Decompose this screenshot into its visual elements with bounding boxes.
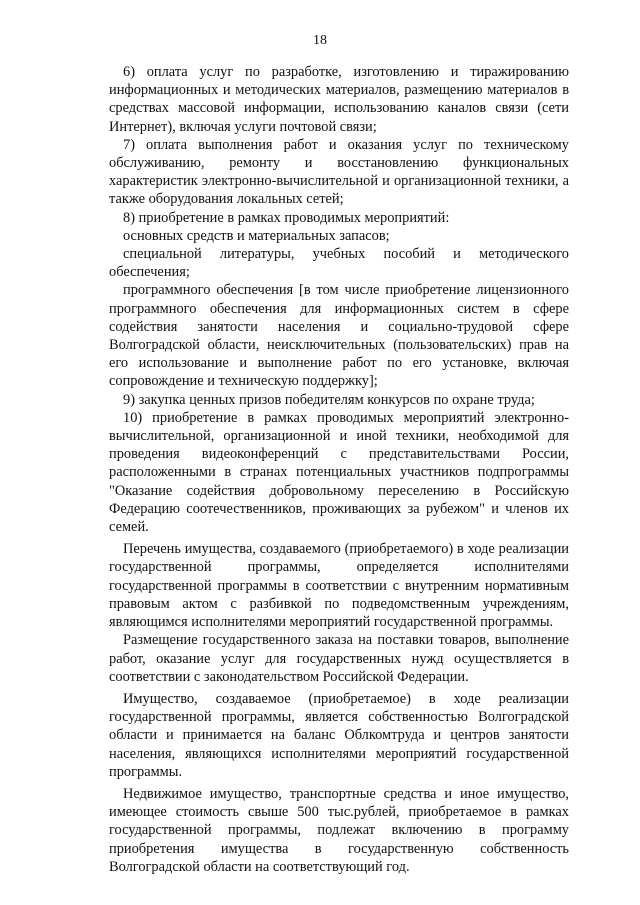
paragraph-item-10: 10) приобретение в рамках проводимых мероприятий электронно-вычислительной, организационной и иной техники, необходимой для проведения видеоконференций с представительствами России, расположенными в странах потенциальных участников подпрограммы "Оказание содействия добровольному переселению в Российскую Федерацию соотечественников, проживающих за рубежом" и членов их семей. [109, 409, 569, 536]
paragraph-real-estate: Недвижимое имущество, транспортные средства и иное имущество, имеющее стоимость свыше 500 тыс.рублей, приобретаемое в рамках государственной программы, подлежат включению в программу приобретения имущества в государственную собственность Волгоградской области на соответствующий год. [109, 785, 569, 875]
paragraph-item-6: 6) оплата услуг по разработке, изготовлению и тиражированию информационных и методических материалов, размещению материалов в средствах массовой информации, использованию каналов связи (сети Интернет), включая услуги почтовой связи; [109, 64, 569, 135]
document-body [109, 63, 569, 876]
paragraph-item-8-software: программного обеспечения [в том числе приобретение лицензионного программного обеспечения для информационных систем в сфере содействия занятости населения и социально-трудовой сфере Волгоградской области, неисключительных (пользовательских) прав на его использование и выполнение работ по его установке, включая сопровождение и техническую поддержку]; [109, 282, 569, 390]
paragraph-item-9: 9) закупка ценных призов победителям конкурсов по охране труда; [123, 391, 535, 408]
paragraph-property-list: Перечень имущества, создаваемого (приобретаемого) в ходе реализации государственной программы, определяется исполнителями государственной программы в соответствии с внутренним нормативным правовым актом с разбивкой по подведомственным учреждениям, являющимся исполнителями мероприятий государственной программы. [109, 541, 569, 631]
paragraph-item-8-fixed-assets: основных средств и материальных запасов; [123, 227, 390, 244]
page-number: 18 [313, 33, 327, 48]
paragraph-item-8-literature: специальной литературы, учебных пособий и методического обеспечения; [109, 246, 569, 281]
paragraph-property-ownership: Имущество, создаваемое (приобретаемое) в ходе реализации государственной программы, является собственностью Волгоградской области и принимается на баланс Облкомтруда и центров занятости населения, являющихся исполнителями мероприятий государственной программы. [109, 690, 569, 780]
paragraph-item-7: 7) оплата выполнения работ и оказания услуг по техническому обслуживанию, ремонту и восстановлению функциональных характеристик электронно-вычислительной и организационной техники, а также оборудования локальных сетей; [109, 136, 569, 208]
paragraph-item-8: 8) приобретение в рамках проводимых мероприятий: [123, 209, 450, 226]
paragraph-state-order: Размещение государственного заказа на поставки товаров, выполнение работ, оказание услуг для государственных нужд осуществляется в соответствии с законодательством Российской Федерации. [109, 632, 569, 685]
